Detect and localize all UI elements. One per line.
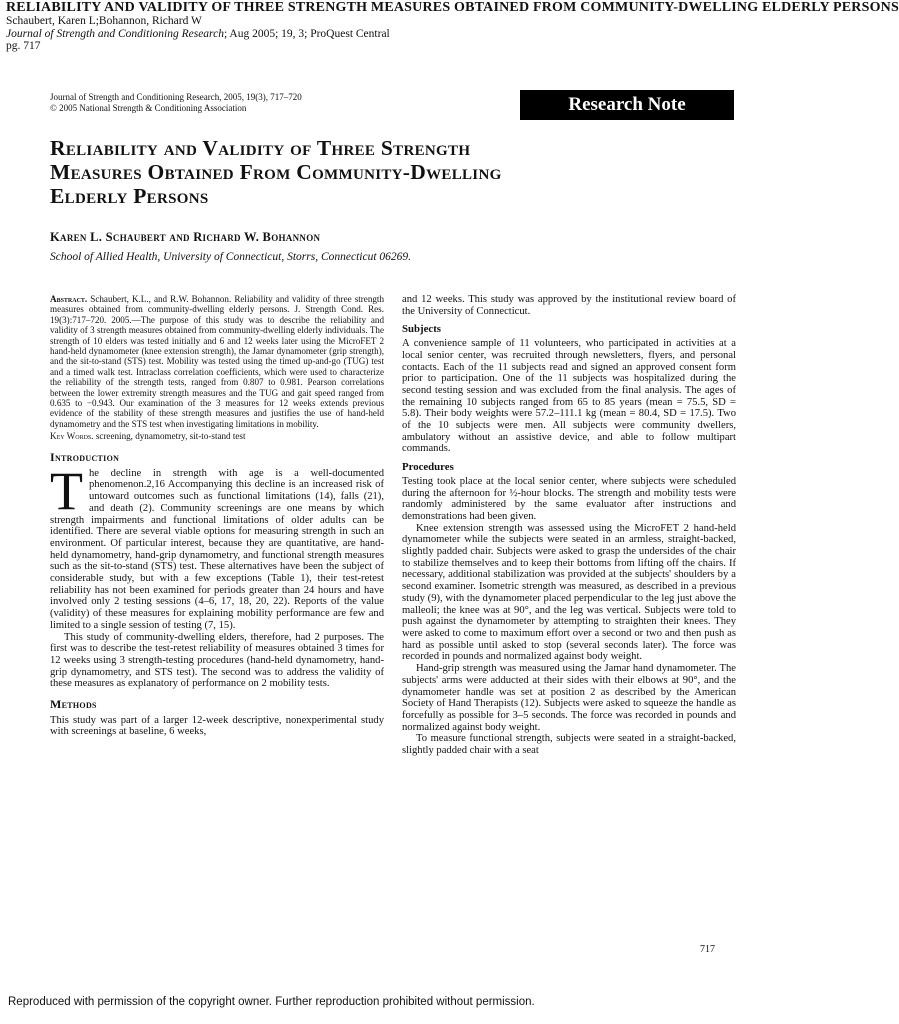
- left-column: [50, 294, 384, 738]
- header-authors: Schaubert, Karen L;Bohannon, Richard W: [6, 15, 202, 27]
- journal-line-2: © 2005 National Strength & Conditioning Association: [50, 103, 247, 113]
- procedures-heading: Procedures: [402, 461, 454, 474]
- methods-paragraph-1: This study was part of a larger 12-week descriptive, nonexperimental study with screenings at baseline, 6 weeks,: [50, 714, 384, 738]
- abstract: [50, 294, 384, 429]
- procedures-paragraph-2: Knee extension strength was assessed using the MicroFET 2 hand-held dynamometer while the subjects were seated in an armless, straight-backed, slightly padded chair. Subjects were asked to grasp the undersides of the chair to stabilize themselves and to keep their bottoms from lifting off the chairs. If necessary, additional stabilization was provided at the subjects' shoulders by a second examiner. Isometric strength was measured, as described in a previous study (9), with the dynamometer placed perpendicular to the leg just above the malleoli; the knee was at 90°, and the leg was vertical. Subjects were told to push against the dynamometer by attempting to straighten their knees. They were asked to come to maximum effort over a second or two and then push as hard as possible until asked to stop (several seconds later). The force was recorded in pounds and normalized against body weight.: [402, 522, 736, 663]
- article-title: [50, 136, 740, 208]
- intro-paragraph-2: This study of community-dwelling elders, therefore, had 2 purposes. The first was to describe the test-retest reliability of measures obtained 3 times for 12 weeks using 3 strength-testing procedures (hand-held dynamometry, hand-grip dynamometry, and STS test). The second was to address the validity of these measures as explanatory of performance on 2 mobility tests.: [50, 631, 384, 690]
- subjects-heading: Subjects: [402, 323, 441, 336]
- abstract-text: Schaubert, K.L., and R.W. Bohannon. Reliability and validity of three strength measures obtained from community-dwelling elderly persons. J. Strength Cond. Res. 19(3):717–720. 2005.—The purpose of this study was to describe the reliability and validity of 3 strength measures obtained from community-dwelling elderly individuals. The strength of 10 elders was tested initially and 6 and 12 weeks later using the MicroFET 2 hand-held dynamometer (knee extension strength), the Jamar dynamometer (grip strength), and the sit-to-stand (STS) test. Mobility was tested using the timed up-and-go (TUG) test and a timed walk test. Intraclass correlation coefficients, which were used to characterize the reliability of the strength tests, ranged from 0.807 to 0.981. Pearson correlations between the lower extremity strength measures and the TUG and gait speed ranged from 0.635 to −0.943. Our examination of the 3 measures for 12 weeks extends previous evidence of the stability of these strength measures and justifies the use of hand-held dynamometry and the STS test when investigating limitations in mobility.: [50, 294, 385, 429]
- journal-line-1: Journal of Strength and Conditioning Research, 2005, 19(3), 717–720: [50, 92, 302, 102]
- abstract-label: Abstract.: [50, 294, 88, 304]
- intro-heading: Introduction: [50, 449, 120, 464]
- procedures-paragraph-4: To measure functional strength, subjects were seated in a straight-backed, slightly padded chair with a seat: [402, 733, 736, 757]
- document-header: [6, 0, 899, 53]
- intro-paragraph-1: [50, 460, 384, 632]
- journal-info: [50, 92, 302, 114]
- copyright-footer: Reproduced with permission of the copyright owner. Further reproduction prohibited without permission.: [8, 996, 535, 1008]
- title-line-3: Elderly Persons: [50, 184, 209, 208]
- drop-cap: T: [50, 460, 83, 521]
- right-column: [402, 294, 736, 757]
- header-journal: Journal of Strength and Conditioning Research: [6, 27, 224, 40]
- header-page: pg. 717: [6, 40, 41, 52]
- procedures-paragraph-3: Hand-grip strength was measured using the Jamar hand dynamometer. The subjects' arms were adducted at their sides with their elbows at 90°, and the dynamometer handle was set at position 2 as described by the American Society of Hand Therapists (12). Subjects were asked to squeeze the handle as forcefully as possible for 3–5 seconds. The force was recorded in pounds and normalized against body weight.: [402, 663, 736, 733]
- key-words-label: Key Words.: [50, 431, 94, 442]
- affiliation: School of Allied Health, University of Connecticut, Storrs, Connecticut 06269.: [50, 251, 412, 263]
- title-line-2: Measures Obtained From Community-Dwelling: [50, 160, 502, 184]
- key-words: [50, 431, 384, 443]
- header-title: RELIABILITY AND VALIDITY OF THREE STRENGTH MEASURES OBTAINED FROM COMMUNITY-DWELLING ELDERLY PERSONS: [6, 0, 899, 15]
- article-authors: Karen L. Schaubert and Richard W. Bohannon: [50, 230, 321, 244]
- methods-paragraph-1-cont: and 12 weeks. This study was approved by the institutional review board of the University of Connecticut.: [402, 294, 736, 317]
- key-words-text: screening, dynamometry, sit-to-stand test: [95, 431, 246, 442]
- page-number: 717: [700, 944, 715, 955]
- title-line-1: Reliability and Validity of Three Strength: [50, 136, 471, 160]
- subjects-paragraph: A convenience sample of 11 volunteers, who participated in activities at a local senior center, was recruited through newsletters, flyers, and personal contacts. Each of the 11 subjects read and signed an approved consent form prior to participation. One of the 11 subjects was hospitalized during the second testing session and was excluded from the final analysis. The ages of the remaining 10 subjects ranged from 65 to 85 years (mean = 75.5, SD = 5.8). Their body weights were 57.2–111.1 kg (mean = 80.4, SD = 17.5). Two of the 10 subjects were men. All subjects were community dwellers, ambulatory without an assistive device, and able to follow multipart commands.: [402, 338, 736, 455]
- header-journal-rest: ; Aug 2005; 19, 3; ProQuest Central: [223, 27, 390, 40]
- procedures-paragraph-1: Testing took place at the local senior center, where subjects were scheduled during the afternoon for ½-hour blocks. The strength and mobility tests were randomly administered by the same evaluator after instructions and demonstrations had been given.: [402, 475, 736, 522]
- methods-heading: Methods: [50, 697, 97, 712]
- header-citation: [6, 28, 768, 41]
- intro-p1-text: he decline in strength with age is a well-documented phenomenon.2,16 Accompanying this decline is an increased risk of untoward outcomes such as functional limitations (14), falls (21), and death (2). Community screenings are one means by which strength impairments and functional limitations of older adults can be identified. There are several viable options for measuring strength in such an environment. Of particular interest, because they are quantitative, are hand-held dynamometry, hand-grip dynamometry, and functional strength measures such as the sit-to-stand (STS) test. These alternatives have been the subject of considerable study, but with a few exceptions (Table 1), their test-retest reliability has not been examined for periods greater than 24 hours and have involved only 2 testing sessions (4–6, 17, 18, 20, 22). Reports of the value (validity) of these measures for explaining mobility performance are few and limited to a single session of testing (7, 15).: [50, 467, 384, 631]
- research-note-badge: Research Note: [520, 90, 734, 120]
